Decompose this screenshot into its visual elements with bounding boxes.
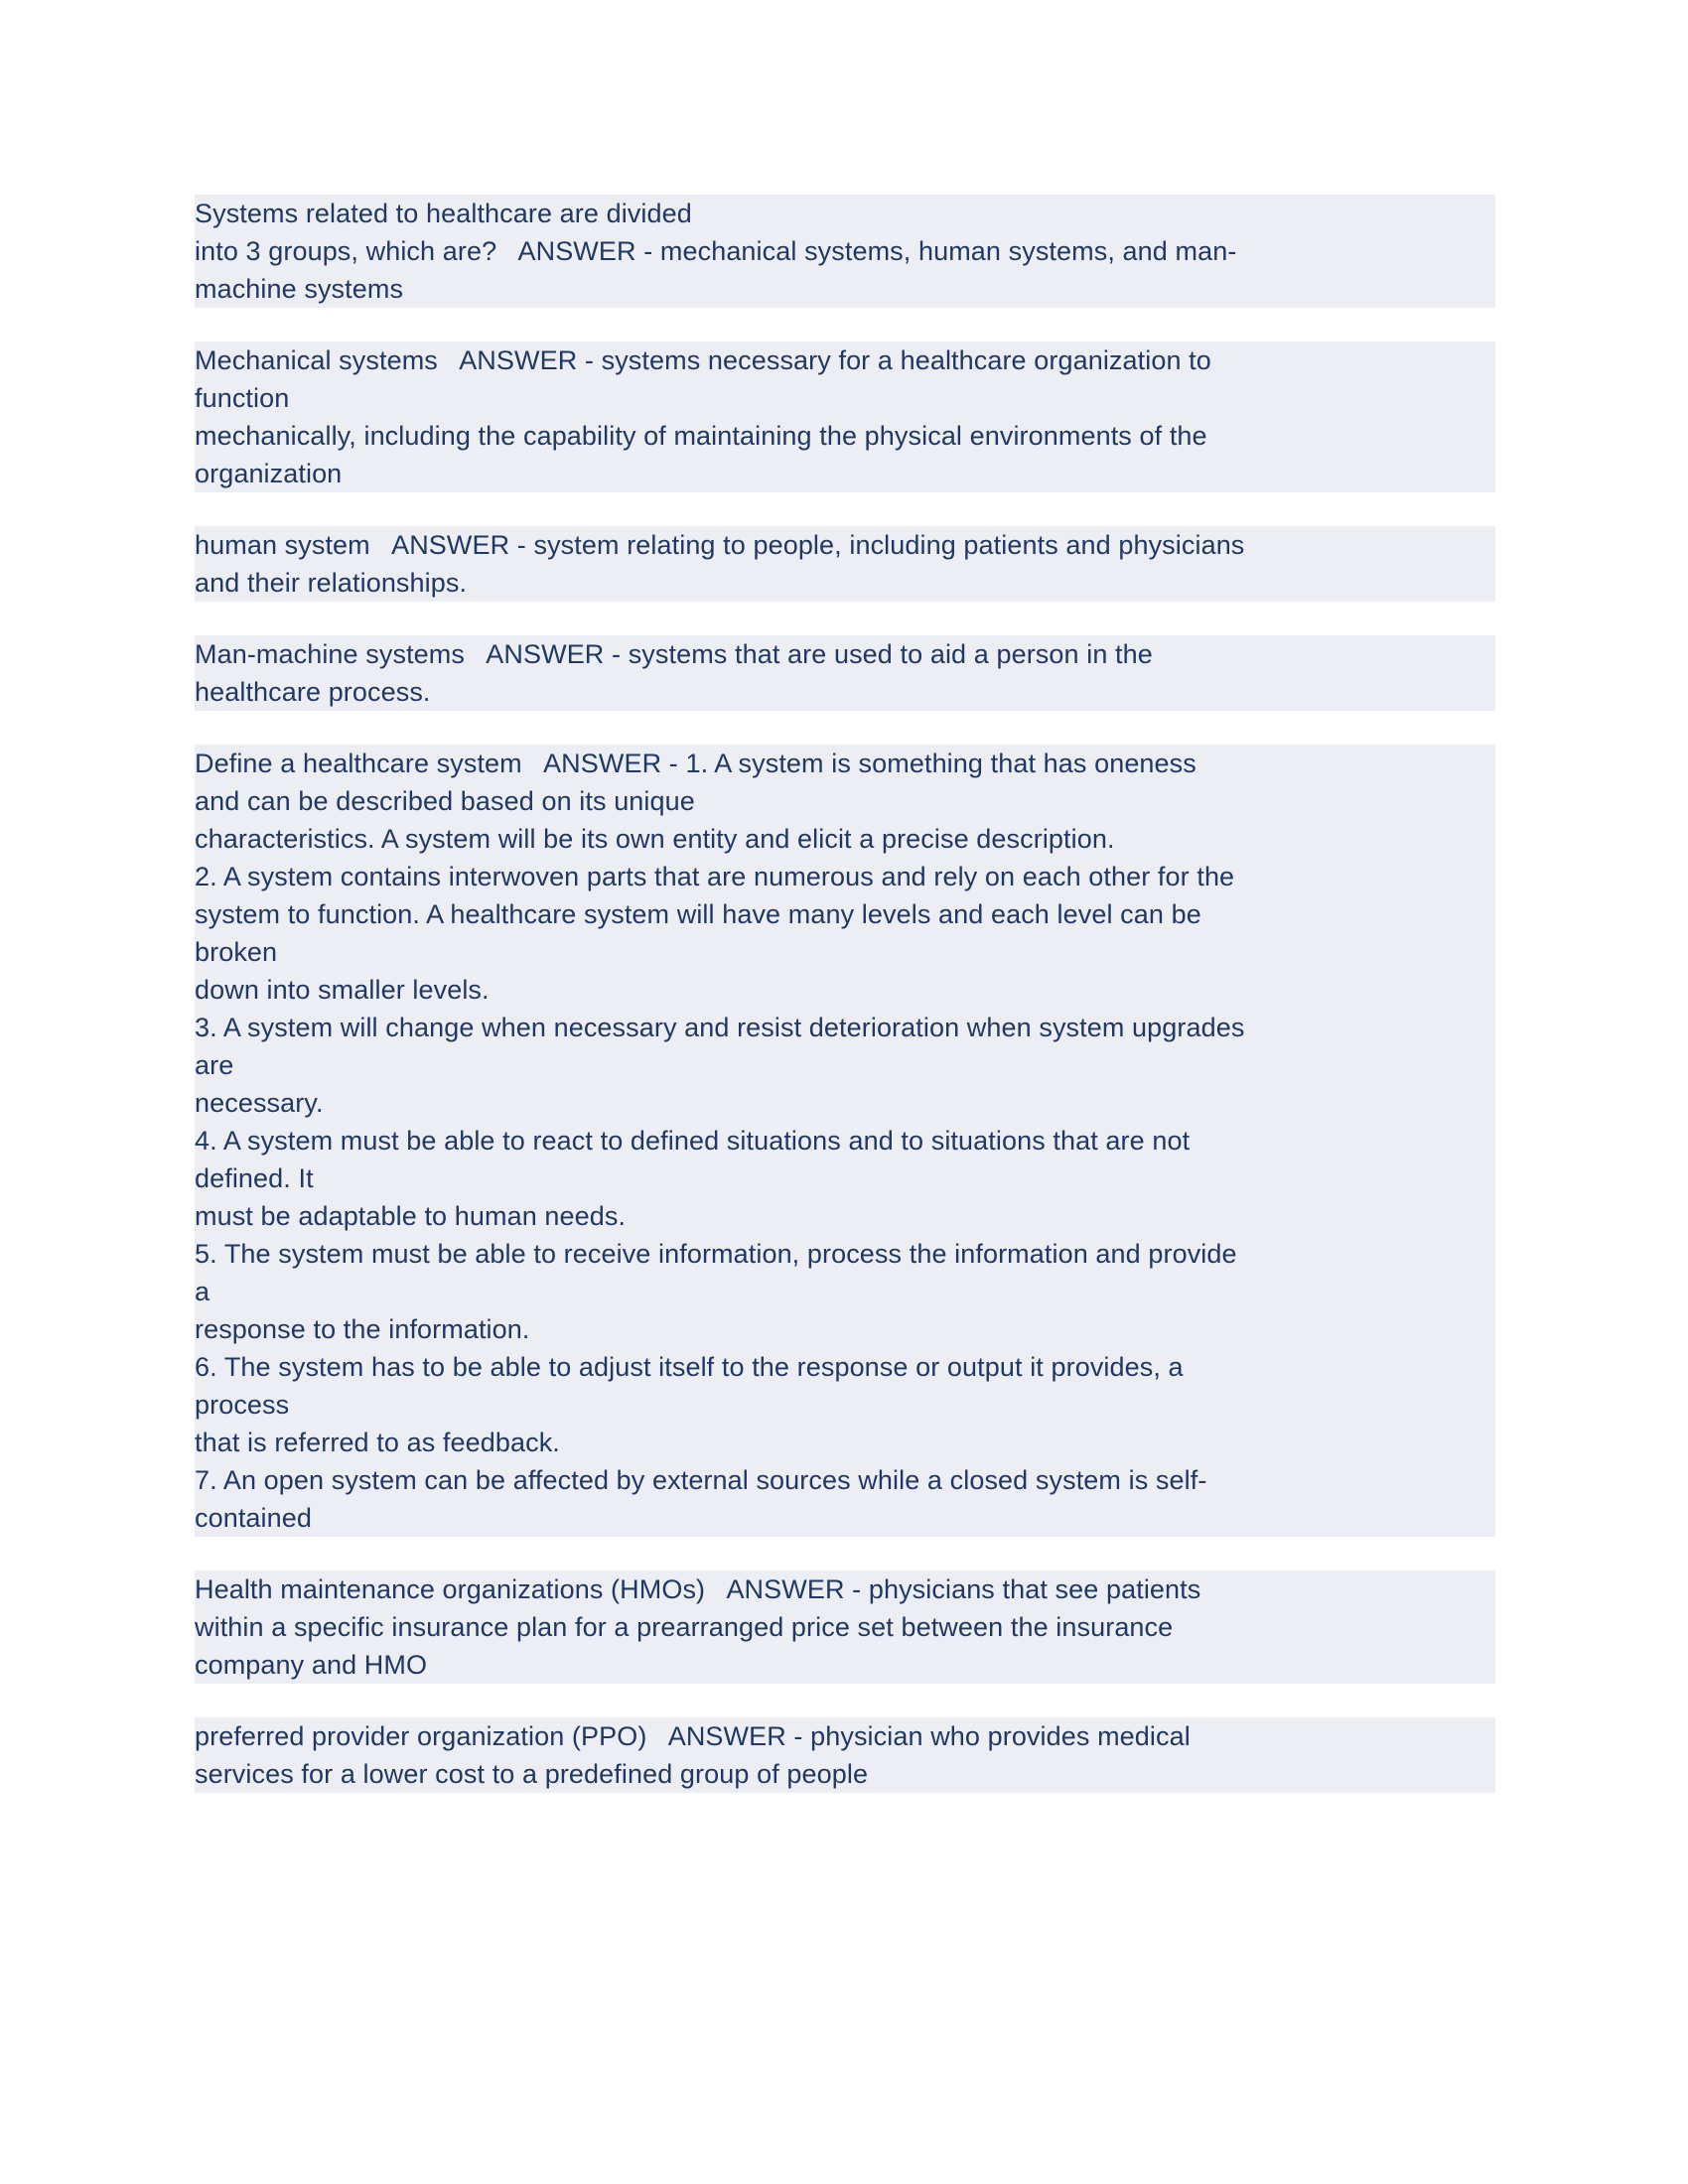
text-line: Health maintenance organizations (HMOs) ANSWER - physicians that see patients bbox=[195, 1570, 1495, 1608]
text-line: preferred provider organization (PPO) ANSWER - physician who provides medical bbox=[195, 1717, 1495, 1755]
text-line: process bbox=[195, 1386, 1495, 1424]
text-line: 5. The system must be able to receive information, process the information and provide bbox=[195, 1235, 1495, 1273]
text-line: mechanically, including the capability of maintaining the physical environments of the bbox=[195, 417, 1495, 455]
paragraph-spacer bbox=[195, 308, 1495, 341]
text-line: services for a lower cost to a predefined group of people bbox=[195, 1755, 1495, 1793]
paragraph-spacer bbox=[195, 492, 1495, 526]
text-line: 2. A system contains interwoven parts that are numerous and rely on each other for the bbox=[195, 858, 1495, 895]
text-line: into 3 groups, which are? ANSWER - mechanical systems, human systems, and man- bbox=[195, 232, 1495, 270]
text-line: broken bbox=[195, 933, 1495, 971]
text-line: 6. The system has to be able to adjust itself to the response or output it provides, a bbox=[195, 1348, 1495, 1386]
paragraph-spacer bbox=[195, 1684, 1495, 1717]
text-line: Man-machine systems ANSWER - systems that are used to aid a person in the bbox=[195, 635, 1495, 673]
paragraph-4 bbox=[195, 635, 1495, 711]
text-line: and can be described based on its unique bbox=[195, 782, 1495, 820]
text-line: Define a healthcare system ANSWER - 1. A system is something that has oneness bbox=[195, 745, 1495, 782]
text-line: 4. A system must be able to react to defined situations and to situations that are not bbox=[195, 1122, 1495, 1160]
paragraph-spacer bbox=[195, 602, 1495, 635]
text-line: a bbox=[195, 1273, 1495, 1310]
text-line: are bbox=[195, 1046, 1495, 1084]
text-line: system to function. A healthcare system will have many levels and each level can be bbox=[195, 895, 1495, 933]
text-line: machine systems bbox=[195, 270, 1495, 308]
paragraph-5 bbox=[195, 745, 1495, 1537]
paragraph-2 bbox=[195, 341, 1495, 492]
text-line: response to the information. bbox=[195, 1310, 1495, 1348]
text-line: human system ANSWER - system relating to people, including patients and physicians bbox=[195, 526, 1495, 564]
text-line: healthcare process. bbox=[195, 673, 1495, 711]
text-line: company and HMO bbox=[195, 1646, 1495, 1684]
text-line: function bbox=[195, 379, 1495, 417]
paragraph-spacer bbox=[195, 711, 1495, 745]
text-line: characteristics. A system will be its own entity and elicit a precise description. bbox=[195, 820, 1495, 858]
text-line: 3. A system will change when necessary and resist deterioration when system upgrades bbox=[195, 1009, 1495, 1046]
paragraph-3 bbox=[195, 526, 1495, 602]
text-line: Systems related to healthcare are divided bbox=[195, 195, 1495, 232]
paragraph-1 bbox=[195, 195, 1495, 308]
text-line: necessary. bbox=[195, 1084, 1495, 1122]
text-line: that is referred to as feedback. bbox=[195, 1424, 1495, 1461]
text-line: defined. It bbox=[195, 1160, 1495, 1197]
document-body bbox=[195, 195, 1495, 1793]
text-line: down into smaller levels. bbox=[195, 971, 1495, 1009]
text-line: contained bbox=[195, 1499, 1495, 1537]
paragraph-7 bbox=[195, 1717, 1495, 1793]
paragraph-6 bbox=[195, 1570, 1495, 1684]
text-line: organization bbox=[195, 455, 1495, 492]
text-line: Mechanical systems ANSWER - systems necessary for a healthcare organization to bbox=[195, 341, 1495, 379]
text-line: must be adaptable to human needs. bbox=[195, 1197, 1495, 1235]
text-line: within a specific insurance plan for a prearranged price set between the insurance bbox=[195, 1608, 1495, 1646]
text-line: and their relationships. bbox=[195, 564, 1495, 602]
text-line: 7. An open system can be affected by external sources while a closed system is self- bbox=[195, 1461, 1495, 1499]
paragraph-spacer bbox=[195, 1537, 1495, 1570]
